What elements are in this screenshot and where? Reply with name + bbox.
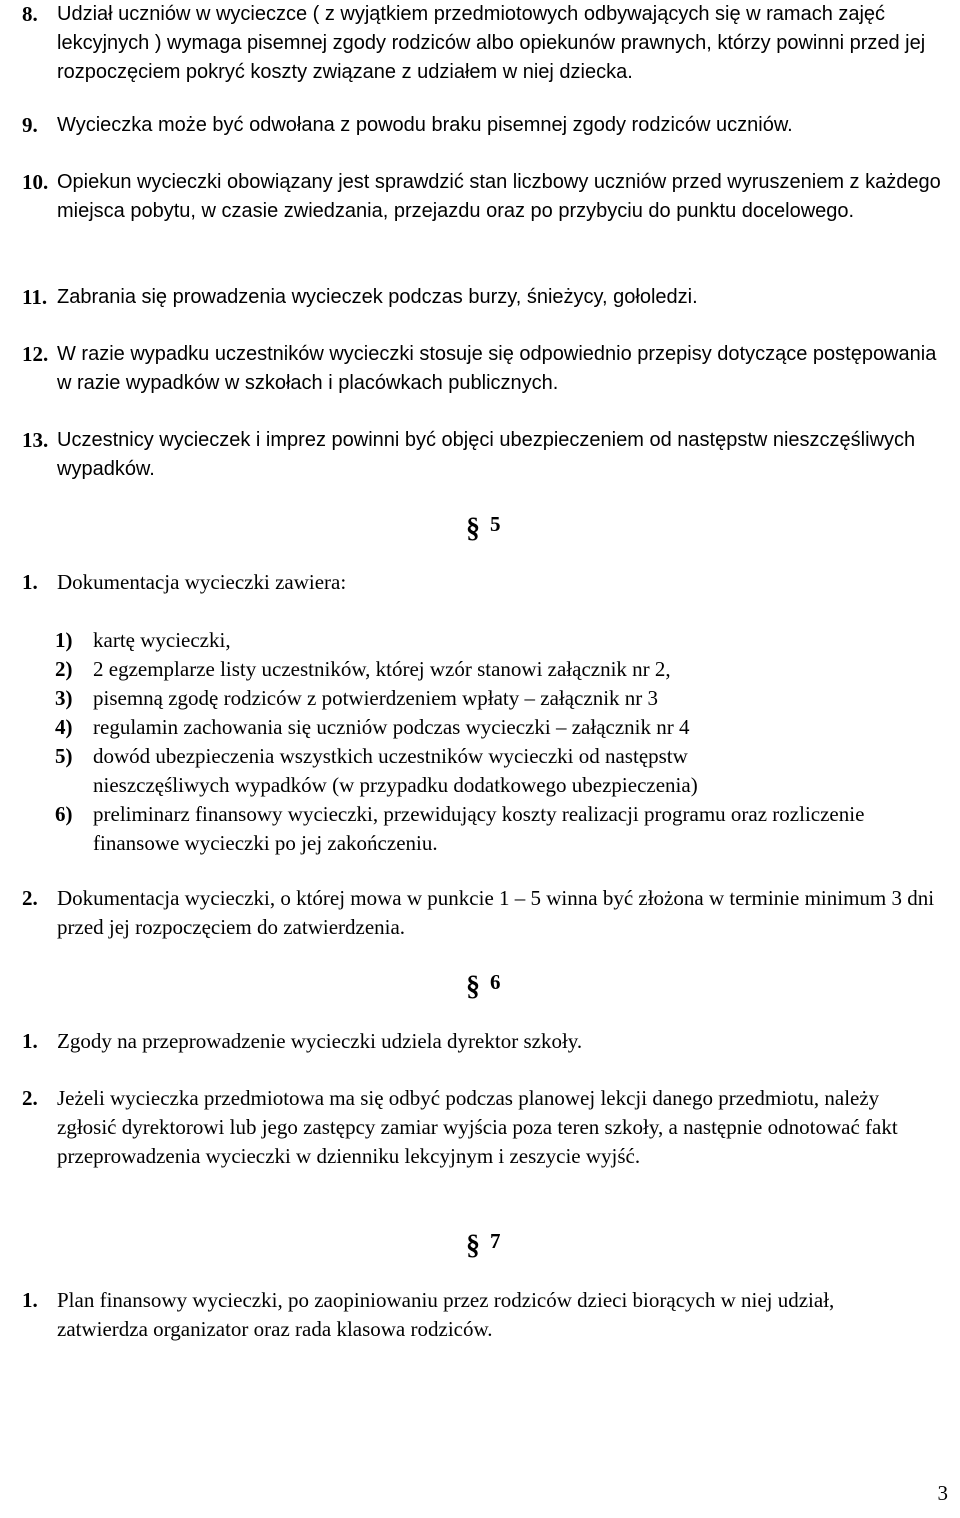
paragraph-text: Jeżeli wycieczka przedmiotowa ma się odbyć podczas planowej lekcji danego przedmiotu, należy zgłosić dyrektorowi lub jego zastępcy zamiar wyjścia poza teren szkoły, a następnie odnotować fakt przeprowadzenia wycieczki w dzienniku lekcyjnym i zeszycie wyjść. [57, 1086, 898, 1168]
paragraph-text: Plan finansowy wycieczki, po zaopiniowaniu przez rodziców dzieci biorących w niej udział, zatwierdza organizator oraz rada klasowa rodziców. [57, 1288, 835, 1341]
section-heading-7 [466, 1229, 501, 1262]
paragraph-number: 1. [22, 1288, 38, 1312]
list-item [55, 800, 935, 858]
paragraph-text: Opiekun wycieczki obowiązany jest sprawdzić stan liczbowy uczniów przed wyruszeniem z każdego miejsca pobytu, w czasie zwiedzania, przejazdu oraz po przybyciu do punktu docelowego. [57, 171, 941, 222]
list-item-number: 6) [55, 802, 73, 826]
list-item-text: 2 egzemplarze listy uczestników, której wzór stanowi załącznik nr 2, [93, 657, 671, 681]
paragraph-number: 11. [22, 285, 48, 309]
paragraph-text: Udział uczniów w wycieczce ( z wyjątkiem przedmiotowych odbywających się w ramach zajęć lekcyjnych ) wymaga pisemnej zgody rodziców albo opiekunów prawnych, którzy powinni przed jej rozpoczęciem pokryć koszty związane z udziałem w niej dziecka. [57, 3, 926, 83]
paragraph-number: 1. [22, 570, 38, 594]
list-item [55, 655, 935, 684]
section7-paragraph-1 [22, 1286, 912, 1344]
paragraph-text: Wycieczka może być odwołana z powodu braku pisemnej zgody rodziców uczniów. [57, 114, 793, 136]
paragraph-12 [22, 340, 942, 398]
paragraph-number: 12. [22, 342, 49, 366]
section-heading-5 [466, 512, 501, 545]
paragraph-text: Zabrania się prowadzenia wycieczek podczas burzy, śnieżycy, gołoledzi. [57, 286, 698, 308]
paragraph-text: Dokumentacja wycieczki, o której mowa w punkcie 1 – 5 winna być złożona w terminie minimum 3 dni przed jej rozpoczęciem do zatwierdzenia. [57, 886, 935, 939]
section-heading-6 [466, 970, 501, 1003]
paragraph-text: Dokumentacja wycieczki zawiera: [57, 570, 347, 594]
paragraph-8 [22, 0, 942, 87]
page-number: 3 [937, 1481, 948, 1505]
paragraph-11 [22, 283, 942, 312]
paragraph-text: Zgody na przeprowadzenie wycieczki udziela dyrektor szkoły. [57, 1029, 583, 1053]
section-number: 7 [490, 1229, 501, 1253]
list-item-text: dowód ubezpieczenia wszystkich uczestników wycieczki od następstw nieszczęśliwych wypadków (w przypadku dodatkowego ubezpieczenia) [93, 744, 698, 797]
paragraph-number: 2. [22, 886, 38, 910]
paragraph-number: 1. [22, 1029, 38, 1053]
paragraph-number: 13. [22, 428, 49, 452]
paragraph-13 [22, 426, 942, 484]
list-item-text: preliminarz finansowy wycieczki, przewidujący koszty realizacji programu oraz rozliczenie finansowe wycieczki po jej zakończeniu. [93, 802, 865, 855]
paragraph-number: 9. [22, 113, 38, 137]
section5-paragraph-1 [22, 568, 942, 597]
section6-paragraph-2 [22, 1084, 922, 1171]
list-item-number: 1) [55, 628, 73, 652]
section5-paragraph-2 [22, 884, 942, 942]
section-symbol: § [466, 513, 480, 544]
list-item-number: 4) [55, 715, 73, 739]
list-item [55, 626, 935, 655]
paragraph-text: Uczestnicy wycieczek i imprez powinni być objęci ubezpieczeniem od następstw nieszczęśliwych wypadków. [57, 429, 916, 480]
list-item-text: kartę wycieczki, [93, 628, 231, 652]
paragraph-10 [22, 168, 942, 226]
list-item-text: regulamin zachowania się uczniów podczas wycieczki – załącznik nr 4 [93, 715, 690, 739]
section6-paragraph-1 [22, 1027, 942, 1056]
paragraph-number: 8. [22, 2, 38, 26]
section-number: 5 [490, 512, 501, 536]
list-item-number: 3) [55, 686, 73, 710]
paragraph-9 [22, 111, 942, 140]
list-item [55, 684, 935, 713]
documentation-list [55, 626, 935, 858]
list-item-number: 2) [55, 657, 73, 681]
section-symbol: § [466, 1230, 480, 1261]
paragraph-number: 10. [22, 170, 49, 194]
list-item-text: pisemną zgodę rodziców z potwierdzeniem wpłaty – załącznik nr 3 [93, 686, 659, 710]
paragraph-number: 2. [22, 1086, 38, 1110]
list-item [55, 713, 935, 742]
list-item [55, 742, 935, 800]
section-symbol: § [466, 971, 480, 1002]
list-item-number: 5) [55, 744, 73, 768]
paragraph-text: W razie wypadku uczestników wycieczki stosuje się odpowiednio przepisy dotyczące postępowania w razie wypadków w szkołach i placówkach publicznych. [57, 343, 937, 394]
section-number: 6 [490, 970, 501, 994]
